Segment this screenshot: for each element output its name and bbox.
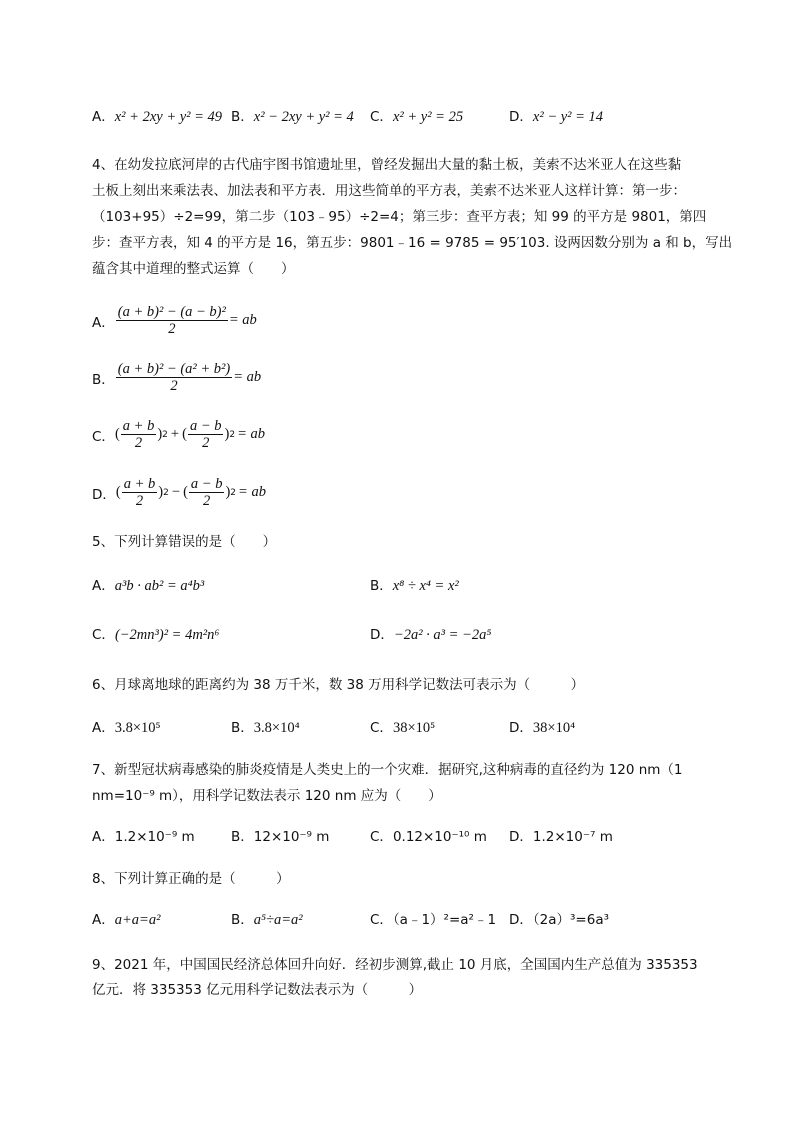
- q7-option-b: B．12×10⁻⁹ m: [231, 829, 330, 845]
- q6-stem: 6、月球离地球的距离约为 38 万千米，数 38 万用科学记数法可表示为（ ）: [92, 677, 585, 693]
- q6-option-d: D．38×10⁴: [509, 720, 576, 736]
- q3-option-a: A．x² + 2xy + y² = 49: [92, 109, 223, 125]
- q4-option-d-fraction-2: $\frac{a - b}{2}$: [190, 476, 223, 509]
- q8-option-c: C．（a﹣1）²=a²﹣1: [370, 912, 497, 928]
- q3-option-b: B．x² − 2xy + y² = 4: [231, 109, 354, 125]
- q4-stem-line-1: 4、在幼发拉底河岸的古代庙宇图书馆遗址里，曾经发掘出大量的黏土板，美索不达米亚人在这些黏: [92, 157, 682, 173]
- q4-option-a-fraction: $\frac{\text{(a + b)² − (a − b)²}}{2}$: [117, 304, 226, 337]
- q7-stem-line-2: nm=10⁻⁹ m），用科学记数法表示 120 nm 应为（ ）: [92, 788, 442, 804]
- q4-option-d: D． ( $\frac{a + b}{2}$ ) 2 − ( $\frac{a - b}{2}$ ) 2 = ab: [92, 476, 266, 509]
- q8-stem: 8、下列计算正确的是（ ）: [92, 871, 290, 887]
- q5-option-c: C．(−2mn³)² = 4m²n⁶: [92, 627, 220, 643]
- q7-option-d: D．1.2×10⁻⁷ m: [509, 829, 613, 845]
- q4-option-d-fraction-1: $\frac{a + b}{2}$: [123, 476, 156, 509]
- q3-option-d-expr: x² − y² = 14: [532, 109, 604, 125]
- q5-stem: 5、下列计算错误的是（ ）: [92, 534, 277, 550]
- q5-option-a: A．a³b · ab² = a⁴b³: [92, 578, 205, 594]
- q4-option-c-fraction-2: $\frac{a - b}{2}$: [189, 418, 222, 451]
- q8-option-d: D．（2a）³=6a³: [509, 912, 610, 928]
- q4-option-b-fraction: $\frac{\text{(a + b)² − (a² + b²)}}{2}$: [117, 361, 231, 394]
- q6-option-b: B．3.8×10⁴: [231, 720, 300, 736]
- q3-option-c: C．x² + y² = 25: [370, 109, 464, 125]
- q4-option-c: C． ( $\frac{a + b}{2}$ ) 2 + ( $\frac{a - b}{2}$ ) 2 = ab: [92, 418, 265, 451]
- q9-stem-line-1: 9、2021 年，中国国民经济总体回升向好．经初步测算,截止 10 月底，全国国内生产总值为 335353: [92, 957, 698, 973]
- q3-option-a-expr: x² + 2xy + y² = 49: [114, 109, 223, 125]
- q3-option-c-expr: x² + y² = 25: [392, 109, 464, 125]
- q8-option-b: B．a⁵÷a=a²: [231, 912, 303, 928]
- q4-option-b: B． $\frac{\text{(a + b)² − (a² + b²)}}{2}$ = ab: [92, 361, 262, 394]
- q4-option-c-fraction-1: $\frac{a + b}{2}$: [122, 418, 155, 451]
- q6-option-c: C．38×10⁵: [370, 720, 436, 736]
- q4-stem-line-3: （103+95）÷2=99，第二步（103﹣95）÷2=4；第三步：查平方表；知 99 的平方是 9801，第四: [92, 209, 707, 225]
- q6-option-a: A．3.8×10⁵: [92, 720, 161, 736]
- q4-stem-line-4: 步：查平方表，知 4 的平方是 16，第五步：9801﹣16 = 9785 = 95′103. 设两因数分别为 a 和 b，写出: [92, 235, 733, 251]
- q7-option-c: C．0.12×10⁻¹⁰ m: [370, 829, 487, 845]
- q7-stem-line-1: 7、新型冠状病毒感染的肺炎疫情是人类史上的一个灾难．据研究,这种病毒的直径约为 120 nm（1: [92, 762, 683, 778]
- q3-option-b-expr: x² − 2xy + y² = 4: [253, 109, 354, 125]
- q8-option-a: A．a+a=a²: [92, 912, 161, 928]
- q4-option-a: A． $\frac{\text{(a + b)² − (a − b)²}}{2}$ = ab: [92, 304, 257, 337]
- q5-option-b: B．x⁸ ÷ x⁴ = x²: [370, 578, 459, 594]
- q7-option-a: A．1.2×10⁻⁹ m: [92, 829, 195, 845]
- q9-stem-line-2: 亿元．将 335353 亿元用科学记数法表示为（ ）: [92, 982, 423, 998]
- q5-option-d: D．−2a² · a³ = −2a⁵: [370, 627, 492, 643]
- q4-stem-line-2: 土板上刻出来乘法表、加法表和平方表．用这些简单的平方表，美索不达米亚人这样计算：第一步：: [92, 183, 686, 199]
- q4-stem-line-5: 蕴含其中道理的整式运算（ ）: [92, 261, 295, 277]
- q3-option-d: D．x² − y² = 14: [509, 109, 604, 125]
